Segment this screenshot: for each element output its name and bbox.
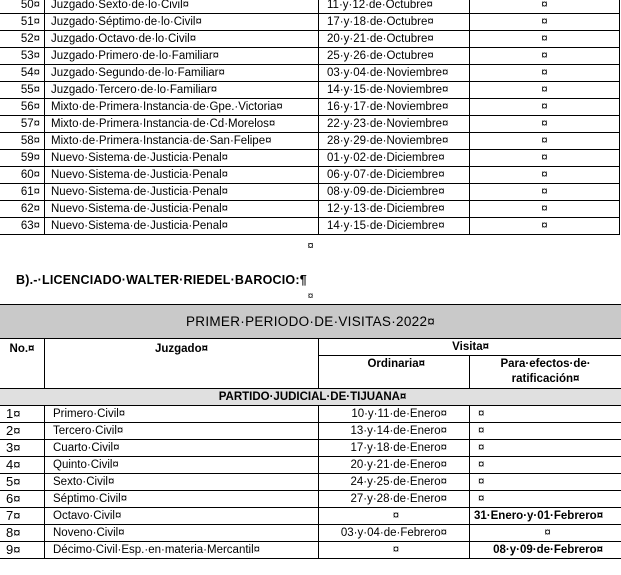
row-ratificacion: ¤	[470, 491, 621, 508]
row-dates: 20·y·21·de·Octubre¤	[319, 31, 470, 48]
row-mark: ¤	[470, 150, 620, 167]
row-mark: ¤	[470, 218, 620, 235]
row-number: 56¤	[0, 99, 45, 116]
table-row	[0, 423, 621, 440]
row-court: Mixto·de·Primera·Instancia·de·Cd·Morelos¤	[45, 116, 319, 133]
table-title-row	[0, 305, 621, 339]
row-dates: 01·y·02·de·Diciembre¤	[319, 150, 470, 167]
row-mark: ¤	[470, 48, 620, 65]
row-mark: ¤	[470, 14, 620, 31]
row-ratificacion: 08·y·09·de·Febrero¤	[470, 542, 621, 559]
row-number: 9¤	[0, 542, 45, 559]
table-row	[0, 218, 620, 235]
table-row	[0, 184, 620, 201]
row-court: Nuevo·Sistema·de·Justicia·Penal¤	[45, 184, 319, 201]
row-mark: ¤	[470, 31, 620, 48]
header-ratificacion	[470, 356, 621, 389]
visits-table-continued	[0, 0, 620, 235]
row-number: 3¤	[0, 440, 45, 457]
row-dates: 03·y·04·de·Noviembre¤	[319, 65, 470, 82]
row-court: Juzgado·Segundo·de·lo·Familiar¤	[45, 65, 319, 82]
header-no: No.¤	[0, 339, 45, 389]
row-mark: ¤	[470, 184, 620, 201]
row-dates: 14·y·15·de·Noviembre¤	[319, 82, 470, 99]
row-mark: ¤	[470, 65, 620, 82]
table-row	[0, 82, 620, 99]
row-ratificacion: ¤	[470, 406, 621, 423]
row-court: Tercero·Civil¤	[45, 423, 319, 440]
section-heading: B).-·LICENCIADO·WALTER·RIEDEL·BAROCIO:¶	[16, 273, 307, 287]
row-ratificacion: ¤	[470, 440, 621, 457]
paragraph-mark: ¤	[307, 291, 314, 302]
table-row	[0, 167, 620, 184]
partido-label: PARTIDO·JUDICIAL·DE·TIJUANA¤	[0, 389, 621, 406]
row-dates: 22·y·23·de·Noviembre¤	[319, 116, 470, 133]
row-court: Cuarto·Civil¤	[45, 440, 319, 457]
row-ratificacion: ¤	[470, 457, 621, 474]
row-dates: 06·y·07·de·Diciembre¤	[319, 167, 470, 184]
table-row	[0, 14, 620, 31]
row-court: Juzgado·Tercero·de·lo·Familiar¤	[45, 82, 319, 99]
table-row	[0, 457, 621, 474]
row-mark: ¤	[470, 0, 620, 14]
row-ordinaria: 10·y·11·de·Enero¤	[319, 406, 470, 423]
table-row	[0, 65, 620, 82]
row-court: Quinto·Civil¤	[45, 457, 319, 474]
row-court: Sexto·Civil¤	[45, 474, 319, 491]
table-row	[0, 99, 620, 116]
row-number: 51¤	[0, 14, 45, 31]
row-dates: 12·y·13·de·Diciembre¤	[319, 201, 470, 218]
row-mark: ¤	[470, 99, 620, 116]
row-dates: 08·y·09·de·Diciembre¤	[319, 184, 470, 201]
table-row	[0, 406, 621, 423]
table-row	[0, 525, 621, 542]
table-row	[0, 0, 620, 14]
row-court: Primero·Civil¤	[45, 406, 319, 423]
header-ratificacion-line1: Para·efectos·de·	[500, 358, 591, 370]
row-number: 2¤	[0, 423, 45, 440]
row-mark: ¤	[470, 167, 620, 184]
header-ordinaria: Ordinaria¤	[319, 356, 470, 389]
row-number: 6¤	[0, 491, 45, 508]
row-ordinaria: ¤	[319, 542, 470, 559]
visits-table-body	[0, 0, 620, 235]
row-number: 55¤	[0, 82, 45, 99]
row-number: 7¤	[0, 508, 45, 525]
row-mark: ¤	[470, 133, 620, 150]
row-dates: 16·y·17·de·Noviembre¤	[319, 99, 470, 116]
row-court: Séptimo·Civil¤	[45, 491, 319, 508]
row-number: 53¤	[0, 48, 45, 65]
row-ordinaria: 27·y·28·de·Enero¤	[319, 491, 470, 508]
row-court: Noveno·Civil¤	[45, 525, 319, 542]
table-row	[0, 508, 621, 525]
row-ratificacion: ¤	[470, 474, 621, 491]
row-ordinaria: 17·y·18·de·Enero¤	[319, 440, 470, 457]
header-juzgado: Juzgado¤	[45, 339, 319, 389]
table-row	[0, 542, 621, 559]
table-row	[0, 201, 620, 218]
row-court: Nuevo·Sistema·de·Justicia·Penal¤	[45, 167, 319, 184]
row-number: 61¤	[0, 184, 45, 201]
row-dates: 25·y·26·de·Octubre¤	[319, 48, 470, 65]
row-court: Nuevo·Sistema·de·Justicia·Penal¤	[45, 201, 319, 218]
row-dates: 14·y·15·de·Diciembre¤	[319, 218, 470, 235]
header-ratificacion-line2: ratificación¤	[511, 373, 580, 385]
row-number: 63¤	[0, 218, 45, 235]
row-court: Nuevo·Sistema·de·Justicia·Penal¤	[45, 218, 319, 235]
row-court: Juzgado·Séptimo·de·lo·Civil¤	[45, 14, 319, 31]
row-dates: 28·y·29·de·Noviembre¤	[319, 133, 470, 150]
row-court: Octavo·Civil¤	[45, 508, 319, 525]
table-row	[0, 133, 620, 150]
row-court: Décimo·Civil·Esp.·en·materia·Mercantil¤	[45, 542, 319, 559]
row-ordinaria: ¤	[319, 508, 470, 525]
table-row	[0, 491, 621, 508]
row-ratificacion: ¤	[470, 423, 621, 440]
row-number: 1¤	[0, 406, 45, 423]
row-mark: ¤	[470, 82, 620, 99]
row-number: 59¤	[0, 150, 45, 167]
header-row	[0, 339, 621, 356]
row-court: Nuevo·Sistema·de·Justicia·Penal¤	[45, 150, 319, 167]
row-court: Juzgado·Sexto·de·lo·Civil¤	[45, 0, 319, 14]
row-court: Mixto·de·Primera·Instancia·de·Gpe.·Victoria¤	[45, 99, 319, 116]
row-number: 50¤	[0, 0, 45, 14]
row-ordinaria: 03·y·04·de·Febrero¤	[319, 525, 470, 542]
first-period-body	[0, 406, 621, 559]
row-number: 54¤	[0, 65, 45, 82]
table-row	[0, 116, 620, 133]
table-row	[0, 31, 620, 48]
row-ordinaria: 20·y·21·de·Enero¤	[319, 457, 470, 474]
row-court: Juzgado·Octavo·de·lo·Civil¤	[45, 31, 319, 48]
row-mark: ¤	[470, 201, 620, 218]
row-number: 8¤	[0, 525, 45, 542]
row-number: 57¤	[0, 116, 45, 133]
row-number: 58¤	[0, 133, 45, 150]
row-ordinaria: 13·y·14·de·Enero¤	[319, 423, 470, 440]
row-number: 5¤	[0, 474, 45, 491]
table-row	[0, 440, 621, 457]
row-mark: ¤	[470, 116, 620, 133]
row-ratificacion: 31·Enero·y·01·Febrero¤	[470, 508, 621, 525]
table-title: PRIMER·PERIODO·DE·VISITAS·2022¤	[0, 305, 621, 339]
row-dates: 11·y·12·de·Octubre¤	[319, 0, 470, 14]
header-visita: Visita¤	[319, 339, 621, 356]
row-number: 60¤	[0, 167, 45, 184]
partido-row	[0, 389, 621, 406]
first-visit-period-table	[0, 304, 621, 559]
paragraph-mark: ¤	[307, 240, 314, 252]
row-dates: 17·y·18·de·Octubre¤	[319, 14, 470, 31]
table-row	[0, 474, 621, 491]
row-number: 62¤	[0, 201, 45, 218]
table-row	[0, 150, 620, 167]
row-ordinaria: 24·y·25·de·Enero¤	[319, 474, 470, 491]
row-court: Mixto·de·Primera·Instancia·de·San·Felipe¤	[45, 133, 319, 150]
row-ratificacion: ¤	[470, 525, 621, 542]
row-court: Juzgado·Primero·de·lo·Familiar¤	[45, 48, 319, 65]
row-number: 52¤	[0, 31, 45, 48]
table-row	[0, 48, 620, 65]
row-number: 4¤	[0, 457, 45, 474]
